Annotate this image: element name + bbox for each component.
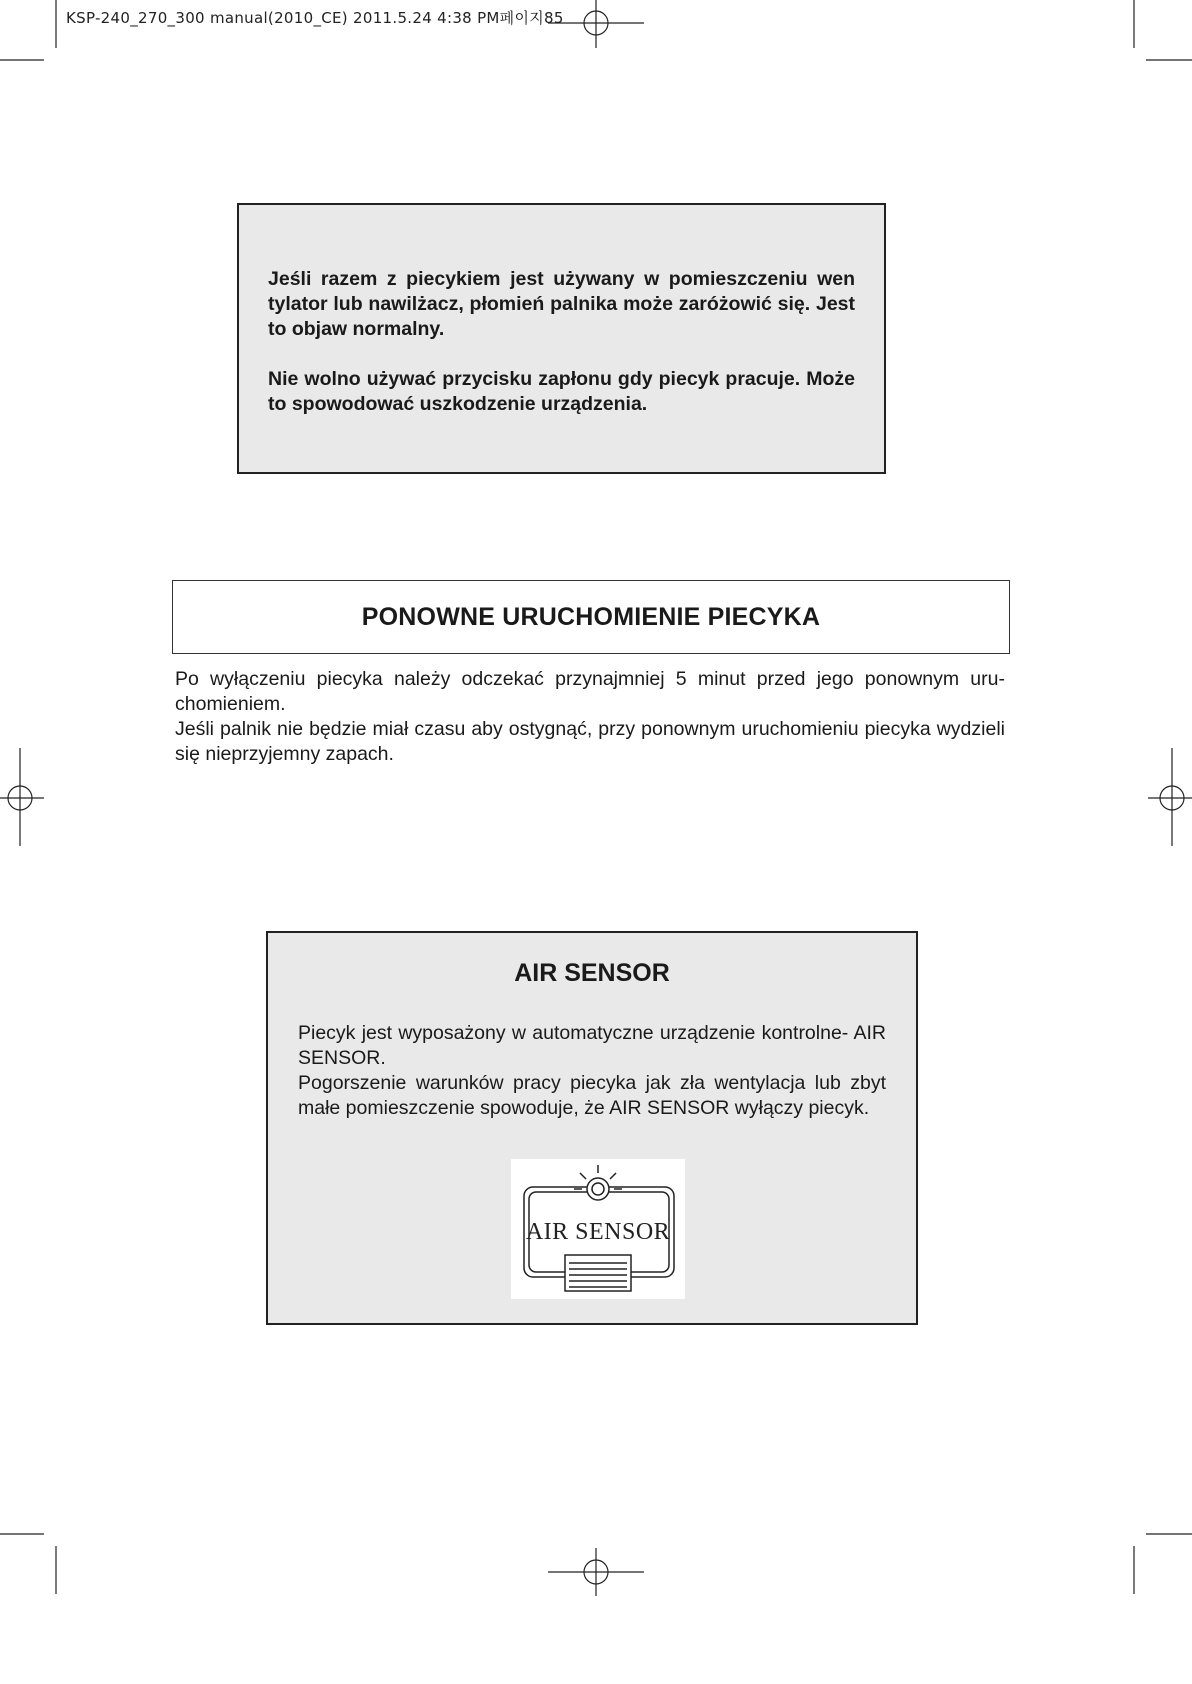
restart-section-title-box: [172, 580, 1010, 654]
air-sensor-title: AIR SENSOR: [514, 959, 670, 987]
air-sensor-paragraph: Piecyk jest wyposażony w automatyczne urządzenie kontrolne- AIR SENSOR.: [298, 1022, 886, 1069]
air-sensor-paragraph: Pogorszenie warunków pracy piecyka jak zła wentylacja lub zbyt małe pomieszczenie spowoduje, że AIR SENSOR wyłączy piecyk.: [298, 1072, 886, 1119]
restart-paragraph: Jeśli palnik nie będzie miał czasu aby ostygnąć, przy ponownym uruchomieniu piecyka wydzieli się nieprzyjemny zapach.: [175, 718, 1005, 765]
restart-paragraph: Po wyłączeniu piecyka należy odczekać przynajmniej 5 minut przed jego ponownym uru- chomieniem.: [175, 668, 1005, 715]
air-sensor-description: [298, 1021, 886, 1121]
restart-section-body: [175, 667, 1005, 767]
notice-box: [237, 203, 886, 474]
air-sensor-figure: [511, 1159, 685, 1299]
restart-section-title: PONOWNE URUCHOMIENIE PIECYKA: [361, 602, 821, 631]
print-slug-header: KSP-240_270_300 manual(2010_CE) 2011.5.24 4:38 PM페이지85: [66, 9, 564, 27]
air-sensor-box: [266, 931, 918, 1325]
notice-paragraph: Jeśli razem z piecykiem jest używany w pomieszczeniu wen tylator lub nawilżacz, płomień palnika może zaróżowić się. Jest to objaw normalny.: [268, 268, 855, 340]
warning-paragraph: Nie wolno używać przycisku zapłonu gdy piecyk pracuje. Może to spowodować uszkodzenie urządzenia.: [268, 368, 855, 415]
air-sensor-figure-label: AIR SENSOR: [525, 1219, 671, 1245]
